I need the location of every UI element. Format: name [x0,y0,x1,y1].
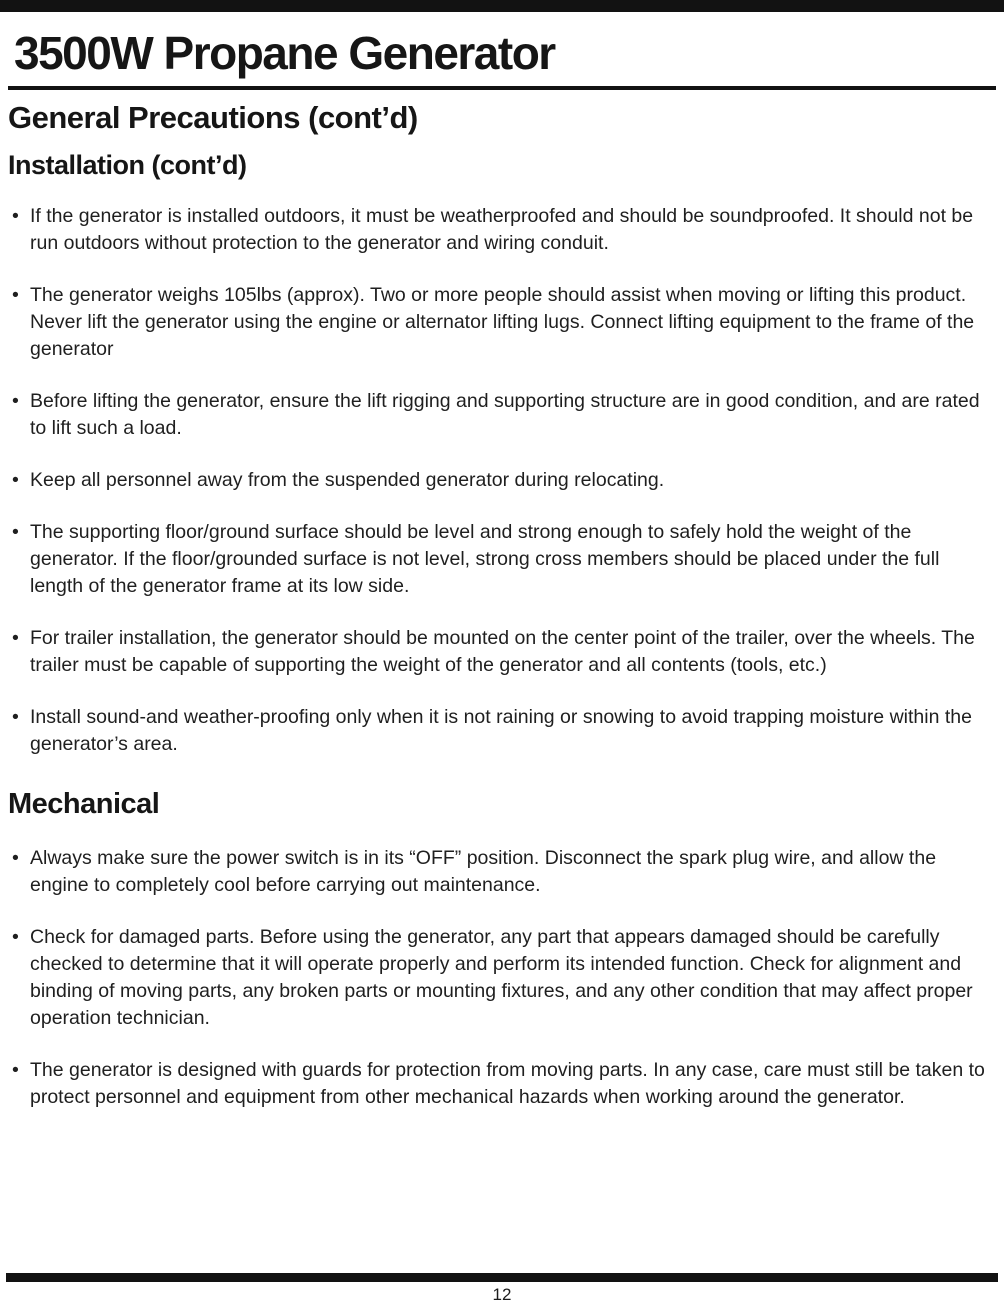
list-item [12,467,996,494]
bullet-icon [12,1057,30,1084]
bullet-icon [12,282,30,309]
bullet-text: Always make sure the power switch is in its “OFF” position. Disconnect the spark plug wire, and allow the engine to completely cool before carrying out maintenance. [30,847,937,896]
top-divider-bar [0,0,1004,12]
list-item [12,924,996,1032]
title-rule [8,86,996,90]
page-title: 3500W Propane Generator [14,27,555,79]
list-item [12,388,996,442]
list-item [12,203,996,257]
list-item [12,1057,996,1111]
bullet-text: The generator weighs 105lbs (approx). Two or more people should assist when moving or lifting this product. Never lift the generator using the engine or alternator lifting lugs. Connect lifting equipment to the frame of the generator [30,284,975,360]
page-number: 12 [492,1285,512,1304]
bullet-icon [12,467,30,494]
section-heading-general-precautions: General Precautions (cont’d) [8,100,418,135]
list-item [12,625,996,679]
page-footer [0,1273,1004,1309]
bullet-text: The supporting floor/ground surface should be level and strong enough to safely hold the weight of the generator. If the floor/grounded surface is not level, strong cross members should be placed under the full length of the generator frame at its low side. [30,521,940,597]
bullet-text: The generator is designed with guards for protection from moving parts. In any case, care must still be taken to protect personnel and equipment from other mechanical hazards when working around the generator. [30,1059,985,1108]
bullet-text: Install sound-and weather-proofing only when it is not raining or snowing to avoid trapping moisture within the generator’s area. [30,706,972,755]
bullet-icon [12,704,30,731]
bullet-text: Before lifting the generator, ensure the lift rigging and supporting structure are in good condition, and are rated to lift such a load. [30,390,980,439]
bullet-icon [12,845,30,872]
list-item [12,704,996,758]
list-item [12,845,996,899]
bullet-text: Check for damaged parts. Before using the generator, any part that appears damaged should be carefully checked to determine that it will operate properly and perform its intended function. Check for alignment and binding of moving parts, any broken parts or mounting fixtures, and any other condition that may affect proper operation technician. [30,926,973,1029]
list-item [12,282,996,363]
bullet-text: For trailer installation, the generator should be mounted on the center point of the trailer, over the wheels. The trailer must be capable of supporting the weight of the generator and all contents (tools, etc.) [30,627,975,676]
subsection-heading-installation: Installation (cont’d) [8,150,247,180]
mechanical-bullet-list [8,845,996,1111]
bullet-icon [12,519,30,546]
page-content [0,12,1004,1111]
bullet-icon [12,203,30,230]
bullet-text: Keep all personnel away from the suspended generator during relocating. [30,469,665,491]
bullet-icon [12,924,30,951]
bullet-text: If the generator is installed outdoors, it must be weatherproofed and should be soundproofed. It should not be run outdoors without protection to the generator and wiring conduit. [30,205,974,254]
subsection-heading-mechanical: Mechanical [8,788,160,820]
list-item [12,519,996,600]
installation-bullet-list [8,203,996,758]
bottom-divider-bar [6,1273,998,1282]
bullet-icon [12,625,30,652]
bullet-icon [12,388,30,415]
